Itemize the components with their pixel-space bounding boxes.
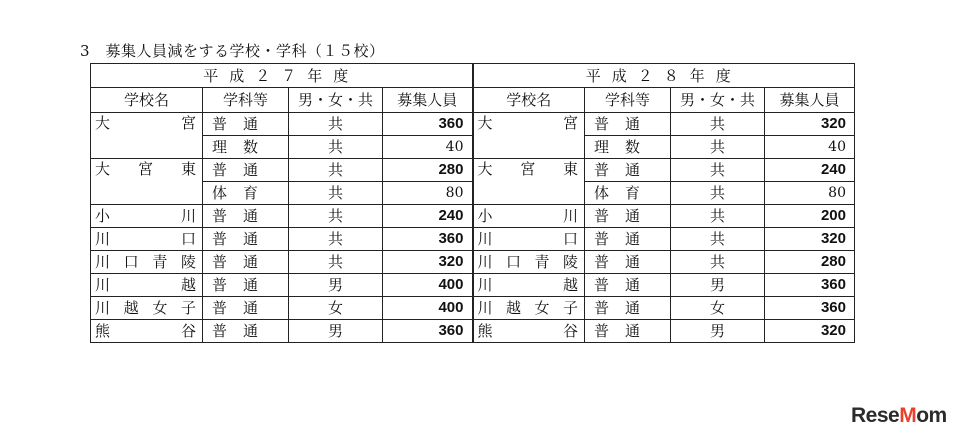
department-cell: 理数 bbox=[585, 136, 671, 159]
gender-cell: 女 bbox=[671, 297, 765, 320]
school-name-cell: 熊谷 bbox=[473, 320, 585, 343]
department-cell: 普通 bbox=[203, 251, 289, 274]
table-row bbox=[91, 159, 855, 182]
gender-cell: 共 bbox=[289, 136, 383, 159]
gender-cell: 共 bbox=[289, 182, 383, 205]
col-header-dept: 学科等 bbox=[585, 88, 671, 113]
capacity-cell: 80 bbox=[765, 182, 855, 205]
school-name-cell: 大宮 bbox=[91, 113, 203, 159]
department-cell: 普通 bbox=[585, 274, 671, 297]
section-title: 3 募集人員減をする学校・学科（１５校） bbox=[80, 42, 385, 60]
department-cell: 普通 bbox=[585, 320, 671, 343]
gender-cell: 共 bbox=[671, 136, 765, 159]
capacity-cell: 360 bbox=[383, 113, 473, 136]
gender-cell: 共 bbox=[671, 205, 765, 228]
department-cell: 理数 bbox=[203, 136, 289, 159]
gender-cell: 共 bbox=[671, 251, 765, 274]
department-cell: 体育 bbox=[203, 182, 289, 205]
school-name-cell: 大宮 bbox=[473, 113, 585, 159]
department-cell: 普通 bbox=[585, 205, 671, 228]
capacity-cell: 240 bbox=[383, 205, 473, 228]
capacity-cell: 360 bbox=[383, 228, 473, 251]
col-header-capacity: 募集人員 bbox=[383, 88, 473, 113]
department-cell: 普通 bbox=[585, 113, 671, 136]
capacity-cell: 200 bbox=[765, 205, 855, 228]
year-header-row bbox=[91, 64, 855, 88]
school-name-cell: 川口青陵 bbox=[473, 251, 585, 274]
capacity-cell: 320 bbox=[765, 113, 855, 136]
gender-cell: 男 bbox=[671, 320, 765, 343]
capacity-cell: 400 bbox=[383, 274, 473, 297]
school-name-cell: 川越女子 bbox=[91, 297, 203, 320]
col-header-school: 学校名 bbox=[91, 88, 203, 113]
department-cell: 普通 bbox=[585, 251, 671, 274]
col-header-dept: 学科等 bbox=[203, 88, 289, 113]
table-row bbox=[91, 228, 855, 251]
department-cell: 普通 bbox=[585, 159, 671, 182]
department-cell: 普通 bbox=[203, 228, 289, 251]
gender-cell: 共 bbox=[289, 159, 383, 182]
col-header-school: 学校名 bbox=[473, 88, 585, 113]
table-body bbox=[91, 113, 855, 343]
table-row bbox=[91, 113, 855, 136]
capacity-cell: 280 bbox=[765, 251, 855, 274]
gender-cell: 男 bbox=[289, 274, 383, 297]
department-cell: 普通 bbox=[585, 297, 671, 320]
gender-cell: 男 bbox=[289, 320, 383, 343]
col-header-sex: 男・女・共 bbox=[671, 88, 765, 113]
department-cell: 普通 bbox=[203, 205, 289, 228]
school-name-cell: 熊谷 bbox=[91, 320, 203, 343]
capacity-cell: 320 bbox=[765, 320, 855, 343]
school-name-cell: 川越 bbox=[473, 274, 585, 297]
school-name-cell: 川越女子 bbox=[473, 297, 585, 320]
gender-cell: 共 bbox=[671, 113, 765, 136]
department-cell: 普通 bbox=[203, 297, 289, 320]
school-name-cell: 川口 bbox=[91, 228, 203, 251]
col-header-capacity: 募集人員 bbox=[765, 88, 855, 113]
column-header-row bbox=[91, 88, 855, 113]
gender-cell: 共 bbox=[289, 205, 383, 228]
gender-cell: 男 bbox=[671, 274, 765, 297]
capacity-cell: 40 bbox=[765, 136, 855, 159]
school-name-cell: 大宮東 bbox=[91, 159, 203, 205]
table-row bbox=[91, 274, 855, 297]
gender-cell: 共 bbox=[671, 159, 765, 182]
capacity-cell: 80 bbox=[383, 182, 473, 205]
capacity-cell: 400 bbox=[383, 297, 473, 320]
capacity-cell: 240 bbox=[765, 159, 855, 182]
department-cell: 普通 bbox=[203, 159, 289, 182]
department-cell: 体育 bbox=[585, 182, 671, 205]
department-cell: 普通 bbox=[203, 113, 289, 136]
table-row bbox=[91, 320, 855, 343]
gender-cell: 女 bbox=[289, 297, 383, 320]
capacity-cell: 360 bbox=[383, 320, 473, 343]
table-row bbox=[91, 205, 855, 228]
capacity-cell: 40 bbox=[383, 136, 473, 159]
school-name-cell: 川越 bbox=[91, 274, 203, 297]
capacity-cell: 320 bbox=[765, 228, 855, 251]
capacity-cell: 360 bbox=[765, 297, 855, 320]
gender-cell: 共 bbox=[289, 251, 383, 274]
resemom-logo: ReseMom bbox=[851, 404, 947, 427]
capacity-cell: 320 bbox=[383, 251, 473, 274]
table-row bbox=[91, 251, 855, 274]
school-name-cell: 大宮東 bbox=[473, 159, 585, 205]
gender-cell: 共 bbox=[289, 113, 383, 136]
gender-cell: 共 bbox=[671, 228, 765, 251]
school-name-cell: 川口青陵 bbox=[91, 251, 203, 274]
school-name-cell: 川口 bbox=[473, 228, 585, 251]
department-cell: 普通 bbox=[585, 228, 671, 251]
table-row bbox=[91, 297, 855, 320]
col-header-sex: 男・女・共 bbox=[289, 88, 383, 113]
department-cell: 普通 bbox=[203, 320, 289, 343]
department-cell: 普通 bbox=[203, 274, 289, 297]
gender-cell: 共 bbox=[671, 182, 765, 205]
school-name-cell: 小川 bbox=[473, 205, 585, 228]
year-header-h27: 平成２７年度 bbox=[91, 64, 473, 88]
year-header-h28: 平成２８年度 bbox=[473, 64, 855, 88]
capacity-cell: 280 bbox=[383, 159, 473, 182]
school-name-cell: 小川 bbox=[91, 205, 203, 228]
capacity-cell: 360 bbox=[765, 274, 855, 297]
enrollment-table bbox=[90, 63, 855, 343]
gender-cell: 共 bbox=[289, 228, 383, 251]
